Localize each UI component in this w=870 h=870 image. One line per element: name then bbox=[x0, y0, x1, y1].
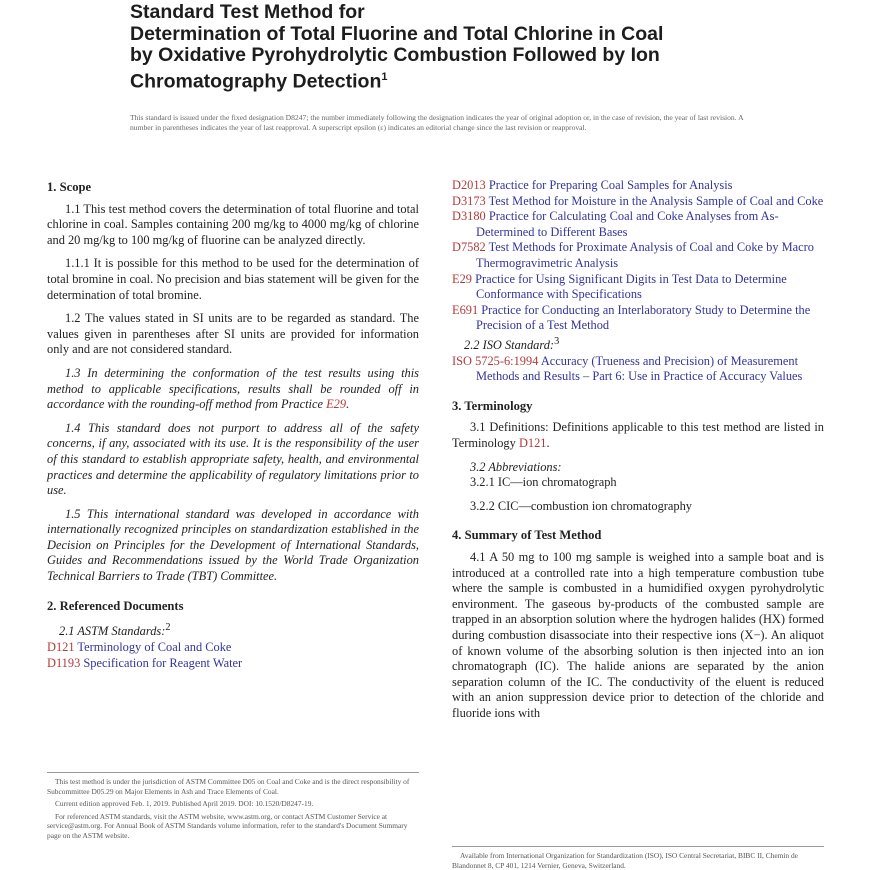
link-e29[interactable]: E29 bbox=[326, 397, 347, 412]
right-column bbox=[452, 178, 824, 722]
para-1-5: 1.5 This international standard was developed in accordance with internationally recognized principles on standardization established in the Decision on Principles for the Development of International Standards, Guides and Recommendations issued by the World Trade Organization Technical Barriers to Trade (TBT) Committee. bbox=[47, 506, 419, 584]
ref-e691[interactable]: E691 Practice for Conducting an Interlaboratory Study to Determine the Precision of a Test Method bbox=[452, 302, 811, 333]
para-3-2: 3.2 Abbreviations: bbox=[470, 459, 562, 474]
footnote-2: For referenced ASTM standards, visit the ASTM website, www.astm.org, or contact ASTM Customer Service at service@astm.org. For Annual Book of ASTM Standards volume information, refer to the standard's Document Summary page on the ASTM website. bbox=[47, 811, 408, 840]
section-2-heading: 2. Referenced Documents bbox=[47, 598, 184, 613]
title-line-4-text: Chromatography Detection bbox=[130, 70, 382, 92]
para-2-1: 2.1 ASTM Standards:$^2$ bbox=[59, 622, 171, 639]
para-1-2: 1.2 The values stated in SI units are to be regarded as standard. The values given in parentheses after SI units are provided for information only and are not considered standard. bbox=[47, 311, 419, 357]
para-1-1-1: 1.1.1 It is possible for this method to be used for the determination of total bromine in coal. No precision and bias statement will be given for the determination of total bromine. bbox=[47, 256, 419, 302]
section-1-heading: 1. Scope bbox=[47, 180, 92, 194]
ref-d3180[interactable]: D3180 Practice for Calculating Coal and Coke Analyses from As-Determined to Different Bases bbox=[452, 209, 779, 239]
section-3-heading: 3. Terminology bbox=[452, 398, 533, 413]
ref-d2013[interactable]: D2013 Practice for Preparing Coal Samples for Analysis bbox=[452, 178, 733, 192]
para-4-1: 4.1 A 50 mg to 100 mg sample is weighed into a sample boat and is introduced at a controlled rate into a high temperature combustion tube where the sample is combusted in a humidified oxygen pyrohydrolytic environment. The gaseous by-products of the combusted sample are trapped in an absorption solution where the hydrogen halides (HX) formed during combustion disassociate into their respective ions (X−). An aliquot of known volume of the absorbing solution is then injected into an ion chromatograph (IC). The halide anions are separated by the anion separation column of the IC. The conductivity of the eluent is reduced with an anion suppression device prior to detection of the chloride and fluoride ions with bbox=[452, 550, 824, 720]
para-2-2: 2.2 ISO Standard:$^3$ bbox=[464, 335, 560, 353]
left-footnotes bbox=[47, 772, 419, 844]
para-3-1: 3.1 Definitions: Definitions applicable to this test method are listed in Terminology D121. bbox=[452, 420, 824, 451]
para-1-1: 1.1 This test method covers the determination of total fluorine and total chlorine in coal. Samples containing 200 mg/kg to 4000 mg/kg of chlorine and 20 mg/kg to 100 mg/kg of fluorine can be analyzed directly. bbox=[47, 201, 419, 247]
title-line-4 bbox=[130, 67, 790, 93]
para-3-2-1: 3.2.1 IC—ion chromatograph bbox=[470, 475, 617, 490]
ref-iso-5725-6[interactable]: ISO 5725-6:1994 Accuracy (Trueness and Precision) of Measurement Methods and Results – Part 6: Use in Practice of Accuracy Values bbox=[452, 353, 803, 384]
footnote-1-edition: Current edition approved Feb. 1, 2019. Published April 2019. DOI: 10.1520/D8247-19. bbox=[55, 799, 314, 809]
designation-notice: This standard is issued under the fixed designation D8247; the number immediately following the designation indicates the year of original adoption or, in the case of revision, the year of last revision. A number in parentheses indicates the year of last reapproval. A superscript epsilon (ε) indicates an editorial change since the last revision or reapproval. bbox=[130, 113, 744, 133]
right-footnote bbox=[452, 846, 824, 870]
footnote-3: Available from International Organization for Standardization (ISO), ISO Central Secretariat, BIBC II, Chemin de Blandonnet 8, CP 401, 1214 Vernier, Geneva, Switzerland. bbox=[452, 851, 798, 870]
ref-d7582[interactable]: D7582 Test Methods for Proximate Analysis of Coal and Coke by Macro Thermogravimetric Analysis bbox=[452, 240, 814, 270]
section-4-heading: 4. Summary of Test Method bbox=[452, 528, 602, 543]
ref-e29[interactable]: E29 Practice for Using Significant Digits in Test Data to Determine Conformance with Specifications bbox=[452, 271, 787, 302]
ref-d3173[interactable]: D3173 Test Method for Moisture in the Analysis Sample of Coal and Coke bbox=[452, 193, 824, 208]
title-line-3: by Oxidative Pyrohydrolytic Combustion Followed by Ion bbox=[130, 44, 660, 66]
title-footnote-mark: 1 bbox=[381, 70, 388, 83]
left-column bbox=[47, 180, 419, 671]
document-title bbox=[130, 2, 790, 93]
para-1-4: 1.4 This standard does not purport to address all of the safety concerns, if any, associated with its use. It is the responsibility of the user of this standard to establish appropriate safety, health, and environmental practices and determine the applicability of regulatory limitations prior to use. bbox=[47, 420, 419, 498]
para-3-2-2: 3.2.2 CIC—combustion ion chromatography bbox=[470, 498, 692, 513]
para-1-3-text: 1.3 In determining the conformation of the test results using this method to applicable specifications, results shall be rounded off in accordance with the rounding-off method from Practice bbox=[47, 365, 419, 412]
ref-d121[interactable]: D121 Terminology of Coal and Coke bbox=[47, 639, 232, 654]
para-1-3: 1.3 In determining the conformation of the test results using this method to applicable specifications, results shall be rounded off in accordance with the rounding-off method from Practice E29. bbox=[47, 365, 419, 412]
footnote-1: This test method is under the jurisdiction of ASTM Committee D05 on Coal and Coke and is the direct responsibility of Subcommittee D05.29 on Major Elements in Ash and Trace Elements of Coal. bbox=[47, 777, 410, 796]
title-line-2: Determination of Total Fluorine and Total Chlorine in Coal bbox=[130, 22, 664, 45]
link-d121[interactable]: D121 bbox=[518, 436, 547, 451]
title-line-1: Standard Test Method for bbox=[130, 1, 365, 23]
ref-d1193[interactable]: D1193 Specification for Reagent Water bbox=[47, 655, 243, 670]
